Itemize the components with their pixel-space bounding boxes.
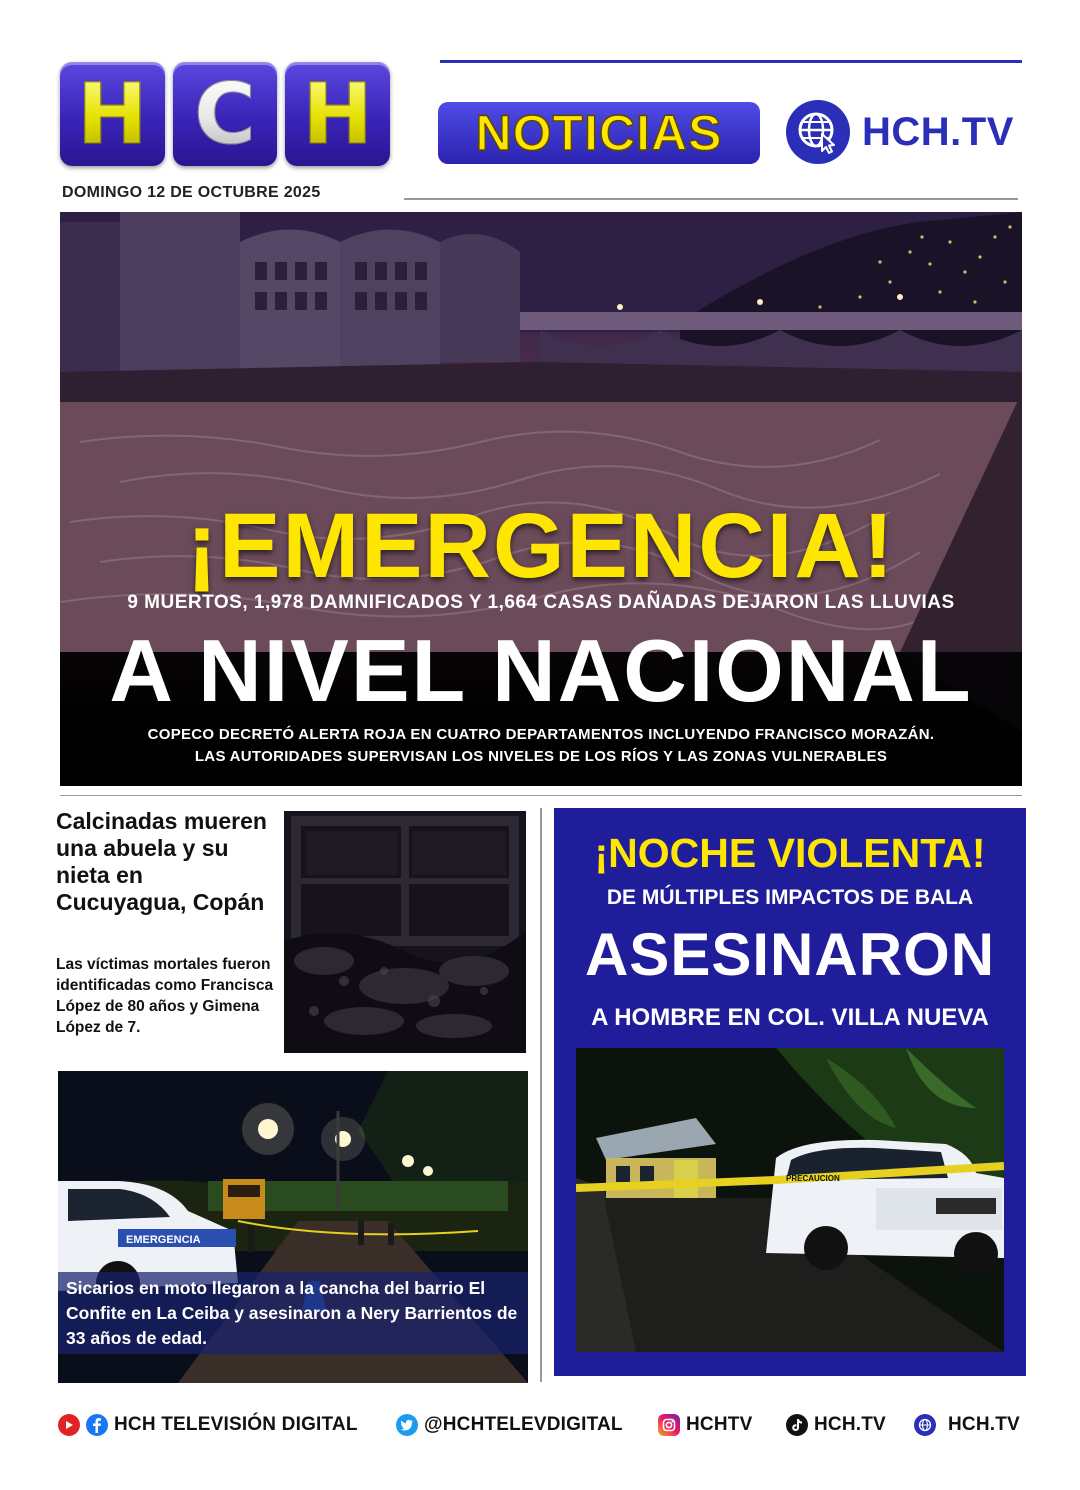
- story-villa-nueva-headline[interactable]: ASESINARON: [584, 921, 996, 988]
- svg-text:PRECAUCION: PRECAUCION: [786, 1174, 840, 1183]
- tiktok-icon[interactable]: [786, 1414, 808, 1436]
- social-footer: [58, 1410, 1026, 1440]
- column-divider: [540, 808, 542, 1382]
- footer-instagram[interactable]: [658, 1410, 752, 1440]
- hero-subheadline: 9 MUERTOS, 1,978 DAMNIFICADOS Y 1,664 CASAS DAÑADAS DEJARON LAS LLUVIAS: [127, 592, 955, 613]
- logo-letter-c: C: [194, 65, 256, 163]
- logo-letter-h: H: [77, 65, 148, 163]
- footer-tiktok-label: HCH.TV: [814, 1414, 886, 1435]
- footer-facebook-youtube[interactable]: [58, 1410, 358, 1440]
- youtube-icon[interactable]: [58, 1414, 80, 1436]
- story-copan-title[interactable]: Calcinadas mueren una abuela y su nieta en Cucuyagua, Copán: [56, 808, 267, 915]
- footer-instagram-label: HCHTV: [686, 1414, 753, 1435]
- footer-twitter[interactable]: [396, 1410, 623, 1440]
- globe-icon[interactable]: [914, 1414, 936, 1436]
- facebook-icon[interactable]: [86, 1414, 108, 1436]
- story-villa-nueva-photo[interactable]: [576, 1048, 1004, 1352]
- section-badge: [438, 102, 760, 164]
- instagram-icon[interactable]: [658, 1414, 680, 1436]
- footer-tiktok[interactable]: [786, 1410, 886, 1440]
- vehicle-emergencia-label: [126, 1234, 201, 1246]
- story-villa-nueva-panel: [554, 808, 1026, 1376]
- section-label: NOTICIAS: [475, 105, 723, 161]
- footer-facebook-label: HCH TELEVISIÓN DIGITAL: [114, 1414, 358, 1435]
- header-divider: [440, 60, 1022, 63]
- globe-cursor-icon[interactable]: [786, 100, 850, 164]
- edition-date: DOMINGO 12 DE OCTUBRE 2025: [62, 184, 321, 201]
- story-villa-nueva-kicker: ¡NOCHE VIOLENTA!: [594, 830, 986, 876]
- story-ceiba-caption[interactable]: Sicarios en moto llegaron a la cancha del barrio El Confite en La Ceiba y asesinaron a Nery Barrientos de 33 años de edad.: [58, 1272, 528, 1354]
- story-villa-nueva-subheadline2: A HOMBRE EN COL. VILLA NUEVA: [591, 1004, 989, 1031]
- hero-description-line2: LAS AUTORIDADES SUPERVISAN LOS NIVELES DE LOS RÍOS Y LAS ZONAS VULNERABLES: [194, 748, 888, 765]
- police-tape-label: [786, 1174, 840, 1183]
- date-divider: [404, 198, 1018, 200]
- hero-banner: [60, 212, 1022, 786]
- logo-letter-h: H: [302, 65, 373, 163]
- svg-text:EMERGENCIA: EMERGENCIA: [126, 1234, 201, 1246]
- logo-box-h2: [285, 62, 390, 166]
- story-copan-body: Las víctimas mortales fueron identificadas como Francisca López de 80 años y Gimena López de 7.: [56, 956, 274, 1036]
- footer-twitter-label: @HCHTELEVDIGITAL: [424, 1414, 623, 1435]
- hero-headline: A NIVEL NACIONAL: [109, 621, 973, 720]
- footer-web-label: HCH.TV: [948, 1414, 1020, 1435]
- story-villa-nueva-subheadline: DE MÚLTIPLES IMPACTOS DE BALA: [606, 886, 974, 909]
- hero-description: [60, 724, 1022, 768]
- hero-description-line1: COPECO DECRETÓ ALERTA ROJA EN CUATRO DEPARTAMENTOS INCLUYENDO FRANCISCO MORAZÁN.: [147, 726, 935, 743]
- section-divider: [60, 795, 1022, 796]
- footer-web[interactable]: [914, 1410, 1020, 1440]
- logo-box-c: [173, 62, 278, 166]
- hch-logo: [60, 62, 390, 166]
- story-copan-photo[interactable]: [284, 811, 526, 1053]
- website-link[interactable]: HCH.TV: [862, 110, 1014, 154]
- hero-kicker: ¡EMERGENCIA!: [186, 495, 896, 597]
- twitter-icon[interactable]: [396, 1414, 418, 1436]
- logo-box-h1: [60, 62, 165, 166]
